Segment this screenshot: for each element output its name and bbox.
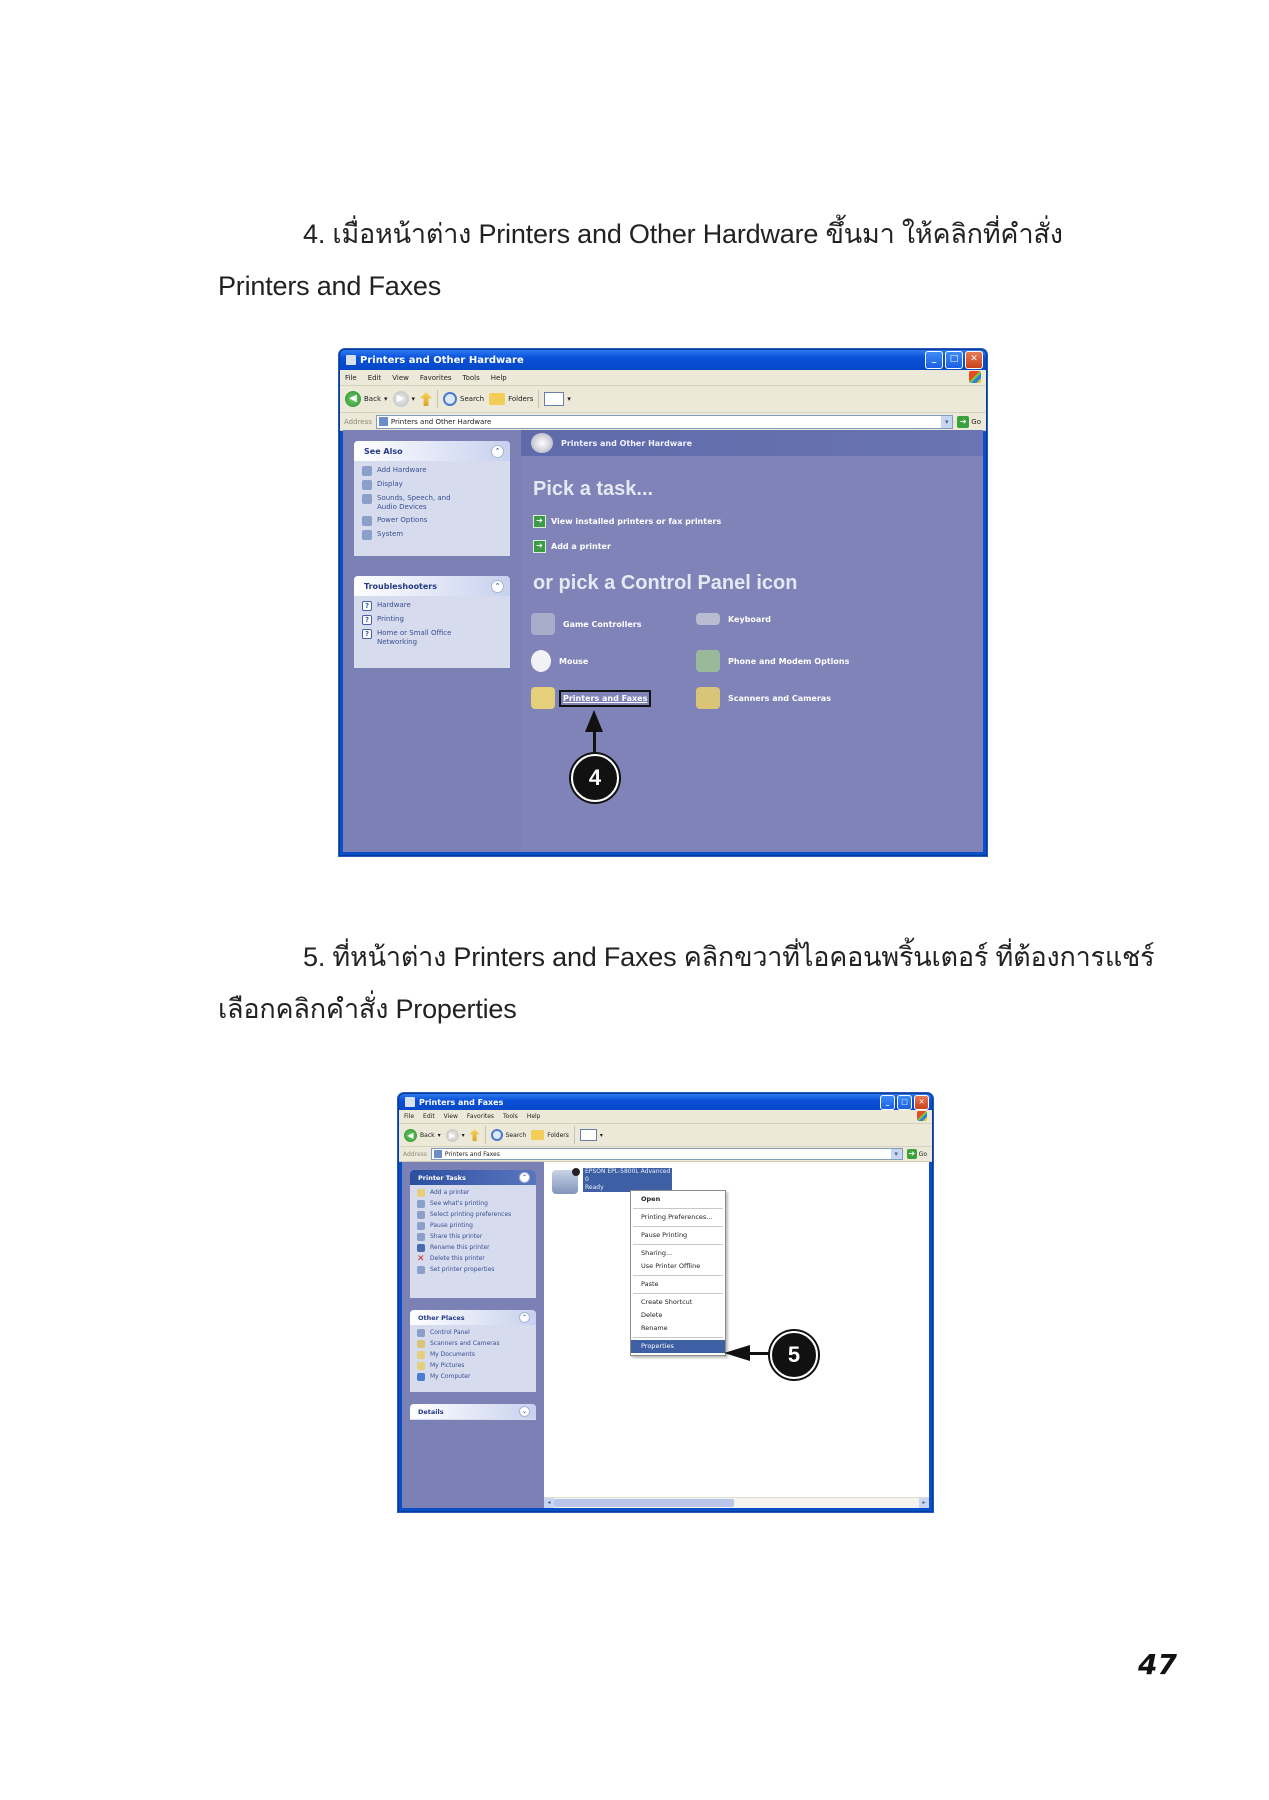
menu-separator	[633, 1208, 723, 1209]
scanner-camera-icon	[696, 687, 720, 709]
printer-name[interactable]	[583, 1168, 672, 1192]
address-value: Printers and Other Hardware	[390, 417, 492, 426]
menu-help[interactable]: Help	[490, 373, 507, 382]
game-controller-icon	[531, 613, 555, 635]
details-panel	[410, 1404, 536, 1420]
back-label: Back	[364, 395, 381, 403]
ctx-sharing[interactable]: Sharing...	[641, 1249, 673, 1257]
add-hardware-icon	[362, 466, 372, 476]
go-arrow-icon: ➔	[908, 1149, 916, 1158]
link-label: Printing	[377, 615, 404, 623]
menu-separator	[633, 1337, 723, 1338]
power-options-icon	[362, 516, 372, 526]
windows-logo-icon	[969, 371, 981, 383]
link-home-network[interactable]	[362, 629, 502, 647]
help-icon: ?	[362, 601, 372, 611]
step5-line1: 5. ที่หน้าต่าง Printers and Faxes คลิกขวาที่ไอคอนพริ้นเตอร์ ที่ต้องการแชร์	[303, 942, 1155, 972]
chevron-down-icon: ▾	[437, 1131, 441, 1139]
sounds-icon	[362, 494, 372, 504]
link-label: Scanners and Cameras	[430, 1340, 500, 1347]
link-label: My Documents	[430, 1351, 475, 1358]
printer-status: Ready	[585, 1184, 604, 1191]
icon-label: Phone and Modem Options	[728, 656, 850, 666]
forward-arrow-icon: ▶	[446, 1129, 459, 1142]
pick-icon-heading: or pick a Control Panel icon	[533, 572, 798, 594]
icon-mouse[interactable]	[531, 650, 588, 672]
link-label: Rename this printer	[430, 1244, 490, 1251]
help-icon: ?	[362, 615, 372, 625]
up-arrow-icon	[420, 392, 432, 406]
go-label: Go	[971, 417, 981, 426]
scanner-icon	[417, 1340, 425, 1348]
troubleshooters-title: Troubleshooters	[364, 581, 438, 591]
menu-help[interactable]: Help	[526, 1113, 541, 1120]
details-title: Details	[418, 1407, 444, 1416]
other-places-panel	[410, 1310, 536, 1392]
collapse-chevron-icon[interactable]: ⌃	[491, 580, 504, 593]
printer-tasks-panel	[410, 1170, 536, 1298]
pick-task-heading: Pick a task...	[533, 478, 654, 500]
menu-separator	[633, 1244, 723, 1245]
menu-separator	[633, 1226, 723, 1227]
link-delete-printer[interactable]	[417, 1255, 529, 1263]
menu-favorites[interactable]: Favorites	[419, 373, 452, 382]
link-control-panel[interactable]	[417, 1329, 529, 1337]
menu-view[interactable]: View	[443, 1113, 458, 1120]
up-folder-button[interactable]	[420, 392, 432, 406]
context-menu	[630, 1190, 726, 1356]
toolbar	[399, 1124, 932, 1147]
control-panel-icon	[379, 417, 388, 426]
callout-arrow-line	[593, 728, 596, 756]
share-icon	[417, 1233, 425, 1241]
category-title: Printers and Other Hardware	[561, 438, 692, 448]
back-button[interactable]	[345, 391, 388, 407]
address-input[interactable]	[431, 1148, 903, 1160]
collapse-chevron-icon[interactable]: ⌃	[491, 445, 504, 458]
search-button[interactable]	[443, 392, 484, 406]
chevron-down-icon: ▾	[599, 1131, 603, 1139]
link-my-documents[interactable]	[417, 1351, 529, 1359]
expand-chevron-icon[interactable]: ⌄	[519, 1406, 530, 1417]
scrollbar-thumb[interactable]	[554, 1499, 734, 1507]
forward-button[interactable]	[446, 1129, 465, 1142]
link-label: Add a printer	[430, 1189, 470, 1196]
up-folder-button[interactable]	[470, 1129, 480, 1141]
step4-line2: Printers and Faxes	[218, 271, 441, 301]
printer-name-text: EPSON EPL-5800L Advanced	[585, 1168, 671, 1175]
link-label: Set printer properties	[430, 1266, 495, 1273]
system-icon	[362, 530, 372, 540]
minimize-button[interactable]: _	[880, 1095, 895, 1110]
menu-favorites[interactable]: Favorites	[466, 1113, 495, 1120]
link-rename-printer[interactable]	[417, 1244, 529, 1252]
task-label: View installed printers or fax printers	[551, 517, 722, 526]
icon-label: Scanners and Cameras	[728, 693, 831, 703]
step4-line1: 4. เมื่อหน้าต่าง Printers and Other Hardware ขึ้นมา ให้คลิกที่คำสั่ง	[303, 219, 1063, 249]
link-label: Add Hardware	[377, 466, 427, 474]
address-label: Address	[344, 417, 372, 426]
link-my-pictures[interactable]	[417, 1362, 529, 1370]
callout-arrowhead	[724, 1345, 750, 1361]
link-label: Pause printing	[430, 1222, 473, 1229]
back-arrow-icon: ◀	[345, 391, 361, 407]
phone-modem-icon	[696, 650, 720, 672]
address-bar	[399, 1147, 932, 1162]
folders-button[interactable]	[489, 393, 533, 405]
ctx-paste[interactable]: Paste	[641, 1280, 659, 1288]
toolbar-divider	[574, 1126, 575, 1144]
step5-line2: เลือกคลิกคำสั่ง Properties	[218, 994, 517, 1024]
ctx-properties[interactable]: Properties	[631, 1340, 725, 1353]
chevron-down-icon: ▾	[567, 395, 571, 403]
other-places-title: Other Places	[418, 1313, 465, 1322]
see-also-panel	[354, 441, 510, 556]
rename-icon	[417, 1244, 425, 1252]
back-label: Back	[420, 1131, 435, 1139]
callout-arrow-line	[748, 1352, 772, 1355]
menu-view[interactable]: View	[392, 373, 409, 382]
printers-folder-icon	[434, 1150, 442, 1158]
ctx-create-shortcut[interactable]: Create Shortcut	[641, 1298, 693, 1306]
address-label: Address	[403, 1150, 427, 1158]
forward-arrow-icon: ▶	[393, 391, 409, 407]
go-button[interactable]	[907, 1149, 932, 1159]
views-button[interactable]	[544, 392, 571, 406]
link-label: Display	[377, 480, 403, 488]
category-header	[521, 430, 983, 456]
link-label: System	[377, 530, 404, 538]
menu-file[interactable]: File	[404, 1113, 415, 1120]
go-button[interactable]	[957, 416, 986, 428]
link-see-printing[interactable]	[417, 1200, 529, 1208]
menu-separator	[633, 1275, 723, 1276]
maximize-button[interactable]: □	[897, 1095, 912, 1110]
mouse-icon	[531, 650, 551, 672]
address-input[interactable]	[376, 415, 953, 429]
keyboard-icon	[696, 613, 720, 625]
ctx-delete[interactable]: Delete	[641, 1311, 663, 1319]
folders-label: Folders	[508, 395, 534, 403]
link-my-computer[interactable]	[417, 1373, 529, 1381]
printers-other-hardware-window	[339, 349, 987, 856]
ctx-rename[interactable]: Rename	[641, 1324, 668, 1332]
close-button[interactable]: ✕	[914, 1095, 929, 1110]
callout-step-5: 5	[770, 1331, 818, 1379]
chevron-down-icon: ▾	[384, 395, 388, 403]
icon-keyboard[interactable]	[696, 613, 771, 625]
printer-folder-icon	[531, 687, 555, 709]
my-documents-icon	[417, 1351, 425, 1359]
menu-bar	[340, 370, 986, 386]
link-hardware[interactable]	[362, 601, 502, 611]
link-label: See what's printing	[430, 1200, 488, 1207]
printer-list-pane	[544, 1162, 929, 1508]
link-label: Select printing preferences	[430, 1211, 512, 1218]
link-add-hardware[interactable]	[362, 466, 502, 476]
printers-faxes-window	[398, 1093, 933, 1512]
collapse-chevron-icon[interactable]: ⌃	[519, 1172, 530, 1183]
preferences-icon	[417, 1211, 425, 1219]
ctx-use-offline[interactable]: Use Printer Offline	[641, 1262, 701, 1270]
link-label: Power Options	[377, 516, 428, 524]
link-scanners-cameras[interactable]	[417, 1340, 529, 1348]
link-pause-printing[interactable]	[417, 1222, 529, 1230]
title-bar[interactable]	[340, 350, 986, 370]
help-icon: ?	[362, 629, 372, 639]
content-area	[343, 430, 983, 852]
window-title: Printers and Other Hardware	[360, 354, 524, 366]
menu-separator	[633, 1293, 723, 1294]
scroll-left-button[interactable]: ◂	[544, 1498, 554, 1508]
my-pictures-icon	[417, 1362, 425, 1370]
address-dropdown[interactable]: ▾	[941, 416, 952, 428]
pause-icon	[417, 1222, 425, 1230]
delete-x-icon: ✕	[417, 1254, 425, 1264]
address-value: Printers and Faxes	[444, 1150, 500, 1158]
toolbar-divider	[538, 390, 539, 408]
go-label: Go	[918, 1150, 927, 1158]
minimize-button[interactable]: _	[925, 351, 943, 369]
task-arrow-icon: ➔	[533, 515, 546, 528]
my-computer-icon	[417, 1373, 425, 1381]
link-label: Home or Small Office Networking	[377, 629, 452, 646]
up-arrow-icon	[470, 1129, 480, 1141]
search-label: Search	[505, 1131, 527, 1139]
menu-tools[interactable]: Tools	[503, 1113, 518, 1120]
menu-bar	[399, 1110, 932, 1124]
views-button[interactable]	[580, 1129, 603, 1141]
window-icon	[346, 355, 356, 365]
back-arrow-icon: ◀	[404, 1129, 417, 1142]
ctx-pause-printing[interactable]: Pause Printing	[641, 1231, 688, 1239]
link-share-printer[interactable]	[417, 1233, 529, 1241]
chevron-down-icon: ▾	[461, 1131, 465, 1139]
link-label: Share this printer	[430, 1233, 483, 1240]
link-printing-preferences[interactable]	[417, 1211, 529, 1219]
icon-label: Mouse	[559, 656, 589, 666]
link-system[interactable]	[362, 530, 502, 540]
task-label: Add a printer	[551, 542, 611, 551]
link-label: Sounds, Speech, and Audio Devices	[377, 494, 451, 511]
menu-edit[interactable]: Edit	[423, 1113, 435, 1120]
collapse-chevron-icon[interactable]: ⌃	[519, 1312, 530, 1323]
properties-icon	[417, 1266, 425, 1274]
toolbar	[340, 386, 986, 413]
windows-logo-icon	[917, 1111, 927, 1121]
link-sounds[interactable]	[362, 494, 502, 512]
icon-scanners-cameras[interactable]	[696, 687, 831, 709]
see-also-title: See Also	[364, 446, 403, 456]
icon-phone-modem[interactable]	[696, 650, 849, 672]
callout-step-4: 4	[571, 754, 619, 802]
toolbar-divider	[437, 390, 438, 408]
window-icon	[405, 1097, 415, 1107]
task-pane	[343, 430, 521, 852]
link-display[interactable]	[362, 480, 502, 490]
icon-printers-faxes[interactable]	[531, 687, 647, 709]
icon-label: Game Controllers	[563, 619, 642, 629]
link-label: Control Panel	[430, 1329, 470, 1336]
printer-jobs: 0	[585, 1176, 589, 1183]
menu-file[interactable]: File	[345, 373, 357, 382]
folders-button[interactable]	[531, 1130, 569, 1140]
toolbar-divider	[485, 1126, 486, 1144]
ctx-printing-preferences[interactable]: Printing Preferences...	[641, 1213, 713, 1221]
task-view-printers[interactable]	[533, 515, 721, 528]
icon-label: Printers and Faxes	[563, 693, 648, 703]
back-button[interactable]	[404, 1129, 441, 1142]
task-add-printer[interactable]	[533, 540, 611, 553]
add-printer-icon	[417, 1189, 425, 1197]
forward-button[interactable]	[393, 391, 416, 407]
control-panel-icon	[417, 1329, 425, 1337]
icon-game-controllers[interactable]	[531, 613, 641, 635]
task-pane	[402, 1162, 544, 1508]
link-printer-properties[interactable]	[417, 1266, 529, 1274]
content-area	[402, 1162, 929, 1508]
task-arrow-icon: ➔	[533, 540, 546, 553]
link-printing[interactable]	[362, 615, 502, 625]
link-label: My Pictures	[430, 1362, 465, 1369]
search-icon	[443, 392, 457, 406]
link-power-options[interactable]	[362, 516, 502, 526]
maximize-button[interactable]: □	[945, 351, 963, 369]
window-title: Printers and Faxes	[419, 1097, 504, 1107]
menu-edit[interactable]: Edit	[367, 373, 382, 382]
title-bar[interactable]	[399, 1094, 932, 1110]
icon-label: Keyboard	[728, 614, 771, 624]
link-label: Hardware	[377, 601, 411, 609]
close-button[interactable]: ✕	[965, 351, 983, 369]
ctx-open[interactable]: Open	[641, 1195, 661, 1203]
menu-tools[interactable]: Tools	[462, 373, 480, 382]
link-add-printer[interactable]	[417, 1189, 529, 1197]
troubleshooters-panel	[354, 576, 510, 668]
printer-tasks-title: Printer Tasks	[418, 1173, 466, 1182]
go-arrow-icon: ➔	[957, 416, 969, 428]
views-icon	[580, 1129, 597, 1141]
printers-hardware-icon	[531, 433, 553, 453]
views-icon	[544, 392, 564, 406]
folder-icon	[489, 393, 505, 405]
main-pane	[521, 430, 983, 852]
address-bar	[340, 413, 986, 431]
page-number: 47	[1138, 1648, 1177, 1681]
folders-label: Folders	[547, 1131, 569, 1139]
horizontal-scrollbar[interactable]	[544, 1497, 929, 1508]
default-printer-check-icon	[572, 1168, 580, 1176]
link-label: Delete this printer	[430, 1255, 485, 1262]
folder-icon	[531, 1130, 544, 1140]
queue-icon	[417, 1200, 425, 1208]
display-icon	[362, 480, 372, 490]
chevron-down-icon: ▾	[411, 395, 416, 403]
search-button[interactable]	[491, 1129, 527, 1141]
link-label: My Computer	[430, 1373, 471, 1380]
search-label: Search	[460, 395, 485, 403]
search-icon	[491, 1129, 503, 1141]
scroll-right-button[interactable]: ▸	[919, 1498, 929, 1508]
address-dropdown[interactable]: ▾	[891, 1149, 902, 1159]
